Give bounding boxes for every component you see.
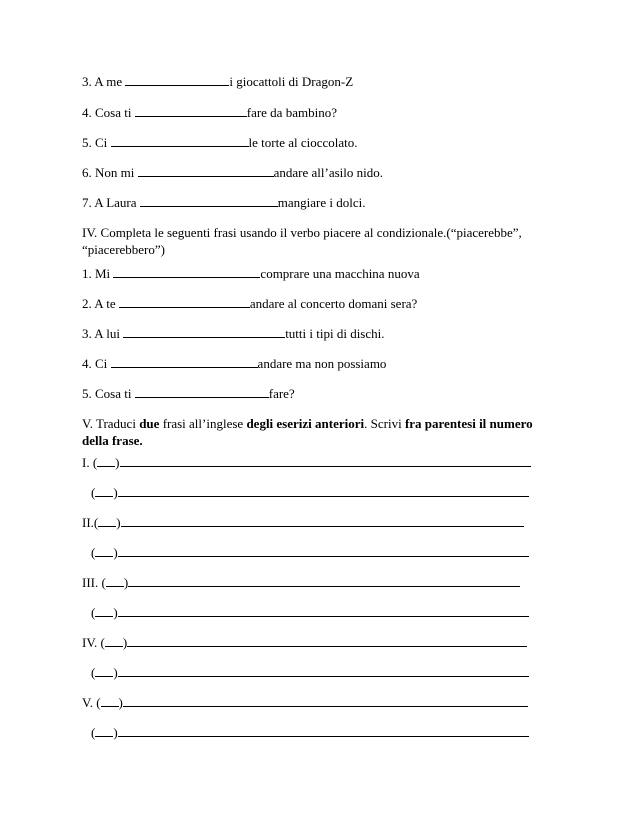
item-prefix: 3. A me — [82, 74, 126, 89]
item-prefix: 7. A Laura — [82, 195, 140, 210]
number-blank[interactable] — [95, 724, 113, 737]
heading-text: . Scrivi — [364, 416, 405, 431]
translation-line[interactable] — [118, 664, 529, 677]
item-prefix: 4. Ci — [82, 356, 111, 371]
row-label: ( — [91, 545, 96, 560]
answer-blank[interactable] — [135, 104, 247, 117]
answer-blank[interactable] — [113, 265, 260, 278]
translation-row — [82, 454, 531, 471]
row-label: ( — [91, 665, 96, 680]
item-suffix: andare al concerto domani sera? — [249, 296, 418, 311]
item-suffix: i giocattoli di Dragon-Z — [229, 74, 354, 89]
translation-row — [91, 664, 529, 681]
row-close: ) — [113, 665, 118, 680]
answer-blank[interactable] — [119, 295, 250, 308]
answer-blank[interactable] — [135, 385, 269, 398]
row-label: II.( — [82, 515, 99, 530]
translation-row — [91, 484, 529, 501]
translation-row — [91, 544, 529, 561]
translation-row — [82, 694, 528, 711]
exercise-3-item-6 — [82, 164, 383, 181]
answer-blank[interactable] — [111, 355, 258, 368]
item-suffix: comprare una macchina nuova — [260, 266, 420, 281]
item-prefix: 2. A te — [82, 296, 119, 311]
item-suffix: mangiare i dolci. — [277, 195, 366, 210]
item-suffix: le torte al cioccolato. — [248, 135, 358, 150]
number-blank[interactable] — [95, 484, 113, 497]
answer-blank[interactable] — [123, 325, 285, 338]
heading-text: V. Traduci — [82, 416, 140, 431]
exercise-3-item-3 — [82, 73, 353, 90]
row-label: ( — [91, 605, 96, 620]
exercise-4-item-3 — [82, 325, 385, 342]
row-close: ) — [116, 515, 121, 530]
answer-blank[interactable] — [140, 194, 278, 207]
row-label: I. ( — [82, 455, 98, 470]
exercise-3-item-4 — [82, 104, 337, 121]
exercise-4-item-5 — [82, 385, 295, 402]
exercise-4-item-1 — [82, 265, 420, 282]
row-label: ( — [91, 485, 96, 500]
translation-row — [82, 514, 524, 531]
row-label: III. ( — [82, 575, 106, 590]
number-blank[interactable] — [98, 514, 116, 527]
translation-row — [82, 634, 527, 651]
item-suffix: tutti i tipi di dischi. — [285, 326, 385, 341]
exercise-3-item-7 — [82, 194, 365, 211]
section-4-heading: IV. Completa le seguenti frasi usando il verbo piacere al condizionale.(“piacerebbe”, “piacerebbero”) — [82, 225, 522, 257]
heading-text: frasi all’inglese — [159, 416, 247, 431]
translation-line[interactable] — [121, 514, 524, 527]
answer-blank[interactable] — [138, 164, 274, 177]
number-blank[interactable] — [95, 664, 113, 677]
exercise-4-item-4 — [82, 355, 386, 372]
item-prefix: 3. A lui — [82, 326, 124, 341]
translation-line[interactable] — [123, 694, 528, 707]
heading-bold: due — [139, 416, 160, 431]
item-suffix: andare all’asilo nido. — [273, 165, 384, 180]
item-suffix: andare ma non possiamo — [257, 356, 387, 371]
row-close: ) — [113, 545, 118, 560]
heading-bold: degli eserizi anteriori — [246, 416, 365, 431]
row-close: ) — [118, 695, 123, 710]
number-blank[interactable] — [95, 544, 113, 557]
translation-line[interactable] — [120, 454, 531, 467]
translation-line[interactable] — [128, 574, 520, 587]
row-label: ( — [91, 725, 96, 740]
number-blank[interactable] — [105, 634, 123, 647]
section-5-heading — [82, 415, 544, 449]
number-blank[interactable] — [97, 454, 115, 467]
exercise-3-item-5 — [82, 134, 358, 151]
translation-line[interactable] — [118, 724, 529, 737]
number-blank[interactable] — [106, 574, 124, 587]
item-suffix: fare? — [268, 386, 295, 401]
row-close: ) — [115, 455, 120, 470]
exercise-4-item-2 — [82, 295, 417, 312]
item-prefix: 1. Mi — [82, 266, 114, 281]
item-prefix: 5. Cosa ti — [82, 386, 135, 401]
number-blank[interactable] — [95, 604, 113, 617]
heading-bold: fra parentesi il numero della frase. — [82, 416, 533, 448]
translation-row — [91, 604, 529, 621]
answer-blank[interactable] — [111, 134, 249, 147]
translation-row — [91, 724, 529, 741]
item-prefix: 5. Ci — [82, 135, 111, 150]
row-close: ) — [113, 605, 118, 620]
translation-row — [82, 574, 520, 591]
translation-line[interactable] — [127, 634, 527, 647]
translation-line[interactable] — [118, 484, 529, 497]
row-close: ) — [113, 485, 118, 500]
row-close: ) — [123, 575, 129, 590]
row-close: ) — [122, 635, 128, 650]
number-blank[interactable] — [101, 694, 119, 707]
item-prefix: 4. Cosa ti — [82, 105, 135, 120]
item-prefix: 6. Non mi — [82, 165, 138, 180]
answer-blank[interactable] — [125, 73, 229, 86]
row-label: V. ( — [82, 695, 101, 710]
row-close: ) — [113, 725, 118, 740]
translation-line[interactable] — [118, 604, 529, 617]
translation-line[interactable] — [118, 544, 529, 557]
item-suffix: fare da bambino? — [246, 105, 337, 120]
row-label: IV. ( — [82, 635, 105, 650]
